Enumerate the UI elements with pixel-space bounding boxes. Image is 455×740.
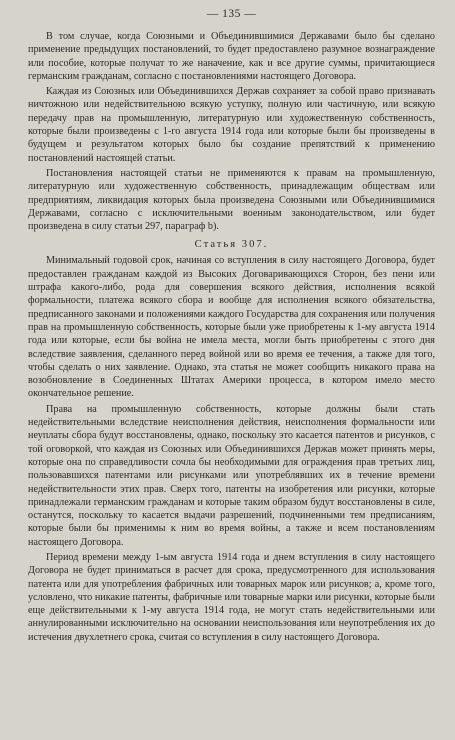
paragraph-1: В том случае, когда Союзными и Объединившимися Державами было бы сделано применение предыдущих постановлений, то будет предоставлено разумное вознаграждение или пособие, которые получат то же наначение, как и все другие суммы, причитающиеся германским гражданам, согласно с постановлениями настоящего Договора. bbox=[28, 31, 435, 82]
paragraph-5: Права на промышленную собственность, которые должны были стать недействительными вследствие неисполнения действия, неисполнения формальности или неуплаты сбора будут восстановлены, однако, поскольку это касается патентов и рисунков, с той оговоркой, что каждая из Союзных или Объединившихся Держав может принять меры, которые она по справедливости сочла бы необходимыми для ограждения прав третьих лиц, пользовавшихся патентами или рисунками или употреблявших их в течение времени недействительности этих прав. Сверх того, патенты на изобретения или рисунки, которые принадлежали германским гражданам и которые таким образом будут восстановлены в силе, останутся, поскольку то касается выдачи разрешений, подчиненными тем предписаниям, которые были бы применимы к ним во время войны, а также и всем постановлениям настоящего Договора. bbox=[28, 403, 435, 548]
paragraph-2: Каждая из Союзных или Объединившихся Держав сохраняет за собой право признавать ничтожною или недействительною всякую уступку, полную или частичную, или всякую передачу прав на промышленную, литературную или художественную собственность, которые были произведены с 1-го августа 1914 года или которые были бы произведены в будущем и результатом которых было бы создание препятствий к применению постановлений настоящей статьи. bbox=[28, 86, 435, 164]
paragraph-6: Период времени между 1-ым августа 1914 года и днем вступления в силу настоящего Договора не будет приниматься в расчет для срока, предусмотренного для использования патента или для употребления фабричных или товарных марок или рисунков; а, кроме того, условлено, что никакие патенты, фабричные или товарные марки или рисунки, которые были еще действительными к 1-му августа 1914 года, не могут стать недействительными или аннулированными исключительно на основании неиспользования или неупотребления их до истечения двухлетнего срока, считая со вступления в силу настоящего Договора. bbox=[28, 551, 435, 643]
section-title: Статья 307. bbox=[194, 239, 269, 251]
paragraph-3: Постановления настоящей статьи не применяются к правам на промышленную, литературную или художественную собственность, принадлежащим обществам или предприятиям, ликвидация которых была произведена Союзными или Объединившимися Державами, согласно с исключительными военным законодательством, или будет произведена в силу статьи 297, параграф b). bbox=[28, 167, 435, 233]
paragraph-4: Минимальный годовой срок, начиная со вступления в силу настоящего Договора, будет предоставлен гражданам каждой из Высоких Договаривающихся Сторон, без пени или штрафа какого-либо, рода для совершения всякого действия, исполнения всякой формальности, платежа всякого сбора и вообще для исполнения всякого обязательства, предписанного законами и положениями каждого Государства для сохранения или получения прав на промышленную собственность, которые были уже приобретены к 1-му августа 1914 года или которые, если бы война не имела места, могли быть приобретены с этого дня вследствие заявления, сделанного перед войной или во время ее течения, а также для того, чтобы сделать о них заявление. Однако, эта статья не может сообщить никакого права на возобновление в Соединенных Штатах Америки процесса, в котором имело место окончательное решение. bbox=[28, 255, 435, 400]
page-number: — 135 — bbox=[206, 8, 257, 20]
